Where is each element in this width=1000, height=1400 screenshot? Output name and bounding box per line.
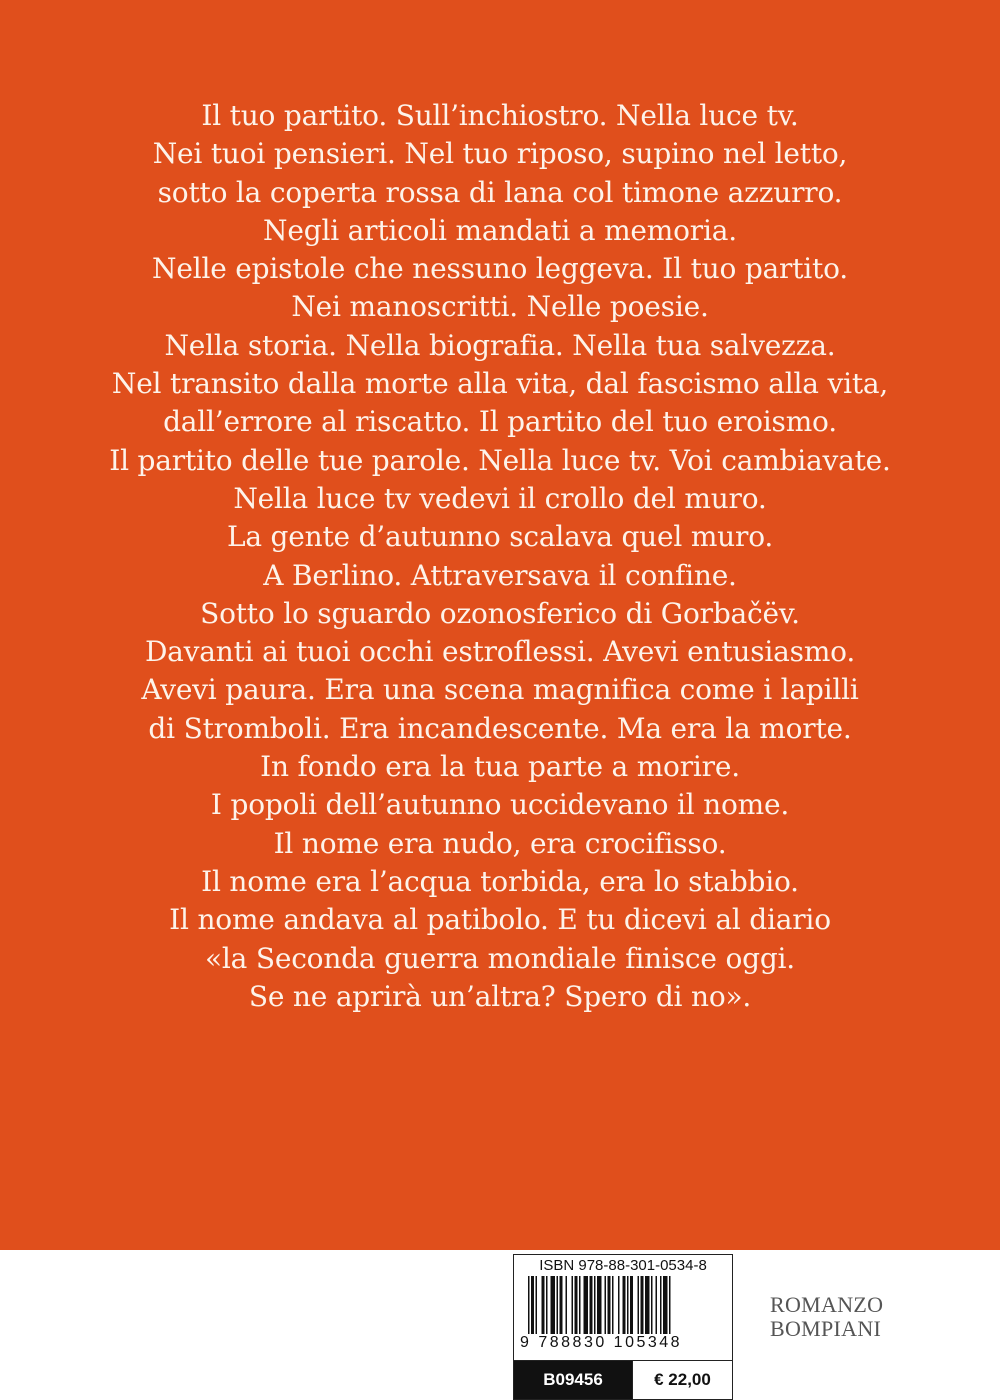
poem-line: Il nome andava al patibolo. E tu dicevi al diario: [169, 903, 831, 937]
publisher-line-2: BOMPIANI: [770, 1316, 882, 1341]
barcode-icon: [528, 1276, 718, 1334]
poem-text: [0, 97, 1000, 1016]
poem-line: Nella storia. Nella biografia. Nella tua salvezza.: [164, 328, 836, 362]
poem-line: A Berlino. Attraversava il confine.: [263, 558, 737, 592]
poem-line: Il partito delle tue parole. Nella luce tv. Voi cambiavate.: [109, 443, 891, 477]
poem-line: di Stromboli. Era incandescente. Ma era la morte.: [148, 711, 852, 745]
poem-line: Avevi paura. Era una scena magnifica come i lapilli: [141, 673, 859, 707]
poem-line: Nelle epistole che nessuno leggeva. Il tuo partito.: [152, 252, 848, 286]
poem-line: Il nome era nudo, era crocifisso.: [273, 826, 727, 860]
poem-line: sotto la coperta rossa di lana col timone azzurro.: [157, 175, 843, 209]
poem-line: Il tuo partito. Sull’inchiostro. Nella luce tv.: [201, 99, 799, 132]
isbn-barcode-panel: [513, 1254, 733, 1400]
poem-line: In fondo era la tua parte a morire.: [260, 750, 740, 784]
poem-line: I popoli dell’autunno uccidevano il nome.: [210, 788, 790, 822]
isbn-label: ISBN 978-88-301-0534-8: [539, 1257, 707, 1274]
poem-line: Nei manoscritti. Nelle poesie.: [291, 290, 709, 324]
poem-line: dall’errore al riscatto. Il partito del tuo eroismo.: [163, 405, 837, 439]
poem-line: Davanti ai tuoi occhi estroflessi. Avevi entusiasmo.: [144, 635, 856, 669]
poem-line: Negli articoli mandati a memoria.: [263, 213, 737, 247]
price: € 22,00: [632, 1361, 732, 1399]
poem-line: Il nome era l’acqua torbida, era lo stabbio.: [201, 864, 799, 898]
poem-line: «la Seconda guerra mondiale finisce oggi.: [204, 941, 796, 975]
ean-digits: 9 788830 105348: [520, 1334, 683, 1351]
poem-line: La gente d’autunno scalava quel muro.: [226, 520, 774, 554]
poem-line: Se ne aprirà un’altra? Spero di no».: [248, 979, 752, 1013]
poem-line: Nella luce tv vedevi il crollo del muro.: [233, 481, 767, 515]
publisher-logo: [770, 1293, 970, 1341]
product-code: B09456: [514, 1361, 632, 1399]
poem-line: Sotto lo sguardo ozonosferico di Gorbačëv.: [200, 596, 800, 630]
publisher-line-1: ROMANZO: [770, 1292, 884, 1317]
poem-line: Nei tuoi pensieri. Nel tuo riposo, supino nel letto,: [152, 137, 848, 171]
poem-line: Nel transito dalla morte alla vita, dal fascismo alla vita,: [111, 367, 889, 401]
